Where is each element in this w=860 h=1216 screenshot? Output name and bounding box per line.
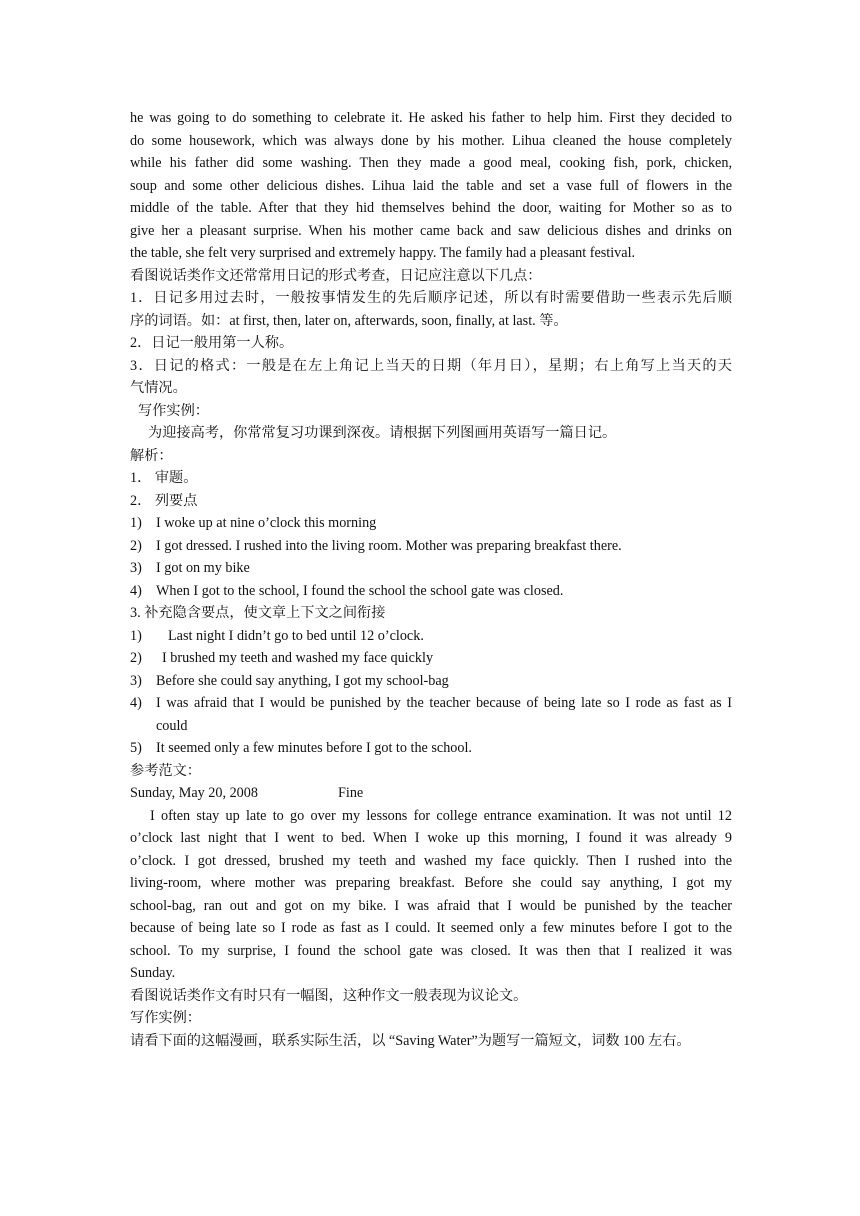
story-line: middle of the table. After that they hid themselves behind the door, waiting for Mother so as to: [130, 200, 732, 216]
diary-date: Sunday, May 20, 2008: [130, 785, 258, 801]
item-number: 2): [130, 537, 142, 554]
list-item: [130, 670, 732, 693]
list-item: [130, 647, 732, 670]
example-heading-2: 写作实例：: [130, 1010, 201, 1026]
story-line: he was going to do something to celebrate it. He asked his father to help him. First they decided to: [130, 110, 732, 126]
diary-header: [130, 782, 732, 805]
list-item: [130, 535, 732, 558]
document-body: [130, 107, 732, 1052]
item-number: 5): [130, 740, 142, 756]
story-line: the table, she felt very surprised and extremely happy. The family had a pleasant festival.: [130, 245, 636, 261]
diary-point: 3．日记的格式：一般是在左上角记上当天的日期（年月日），星期；右上角写上当天的天: [130, 357, 732, 374]
story-line: soup and some other delicious dishes. Lihua laid the table and set a vase full of flowers in the: [130, 177, 732, 194]
item-text: I brushed my teeth and washed my face quickly: [162, 650, 434, 666]
diary-point: 1．日记多用过去时，一般按事情发生的先后顺序记述，所以有时需要借助一些表示先后顺: [130, 290, 732, 306]
item-number: 2): [130, 650, 142, 666]
essay-line: o’clock last night that I went to bed. When I woke up this morning, I found it was already 9: [130, 830, 732, 846]
reference-heading: 参考范文：: [130, 762, 201, 779]
essay-line: because of being late so I rode as fast as I could. It seemed only a few minutes before I got to the: [130, 920, 732, 936]
example-task: 为迎接高考，你常常复习功课到深夜。请根据下列图画用英语写一篇日记。: [148, 425, 617, 441]
essay-line: school-bag, ran out and got on my bike. I was afraid that I would be punished by the teacher: [130, 897, 732, 914]
key-points-list: [130, 512, 732, 602]
sample-essay: [130, 805, 732, 985]
diary-point: 2．日记一般用第一人称。: [130, 335, 294, 351]
diary-point: 气情况。: [130, 380, 187, 396]
list-item: [130, 557, 732, 580]
story-line: give her a pleasant surprise. When his mother came back and saw delicious dishes and drinks on: [130, 222, 732, 239]
item-text: Before she could say anything, I got my school-bag: [156, 672, 449, 689]
hidden-points-list: [130, 625, 732, 760]
story-line: do some housework, which was always done by his mother. Lihua cleaned the house completely: [130, 132, 732, 149]
essay-line: school. To my surprise, I found the school gate was closed. It was then that I realized it was: [130, 942, 732, 959]
list-item: [130, 625, 732, 648]
item-number: 1): [130, 515, 142, 531]
diary-intro: 看图说话类作文还常常用日记的形式考查，日记应注意以下几点：: [130, 267, 542, 284]
list-item: [130, 737, 732, 760]
item-text: Last night I didn’t go to bed until 12 o’clock.: [168, 627, 424, 644]
story-paragraph: [130, 107, 732, 265]
item-text: I was afraid that I would be punished by the teacher because of being late so I rode as fast as I: [156, 695, 732, 711]
list-item: [130, 692, 732, 715]
essay-line: living-room, where mother was preparing breakfast. Before she could say anything, I got my: [130, 875, 732, 891]
item-number: 4): [130, 695, 142, 711]
item-number: 3): [130, 672, 142, 689]
analysis-step-1: 1． 审题。: [130, 470, 198, 486]
item-text: I got on my bike: [156, 560, 250, 576]
list-item-continuation: [130, 715, 732, 738]
item-text: It seemed only a few minutes before I got to the school.: [156, 740, 472, 756]
item-text: I woke up at nine o’clock this morning: [156, 515, 377, 531]
item-text: I got dressed. I rushed into the living room. Mother was preparing breakfast there.: [156, 537, 622, 554]
list-item: [130, 512, 732, 535]
item-number: 4): [130, 582, 142, 599]
essay-line: o’clock. I got dressed, brushed my teeth and washed my face quickly. Then I rushed into the: [130, 852, 732, 869]
analysis-step-2: 2． 列要点: [130, 492, 198, 509]
item-text: When I got to the school, I found the school the school gate was closed.: [156, 582, 564, 599]
list-item: [130, 580, 732, 603]
diary-point: 序的词语。如：at first, then, later on, afterwards, soon, finally, at last. 等。: [130, 312, 568, 329]
final-task: 请看下面的这幅漫画，联系实际生活，以 “Saving Water”为题写一篇短文，词数 100 左右。: [130, 1032, 691, 1049]
analysis-step-3: 3. 补充隐含要点，使文章上下文之间衔接: [130, 605, 386, 621]
item-number: 1): [130, 627, 142, 644]
essay-line: Sunday.: [130, 965, 176, 981]
single-picture-intro: 看图说话类作文有时只有一幅图，这种作文一般表现为议论文。: [130, 987, 528, 1004]
diary-weather: Fine: [338, 785, 364, 801]
essay-line: I often stay up late to go over my lessons for college entrance examination. It was not until 12: [150, 807, 732, 824]
story-line: while his father did some washing. Then they made a good meal, cooking fish, pork, chicken,: [130, 155, 732, 171]
item-number: 3): [130, 560, 142, 576]
item-text: could: [156, 717, 188, 734]
example-heading: 写作实例：: [138, 402, 209, 419]
analysis-heading: 解析：: [130, 447, 173, 464]
